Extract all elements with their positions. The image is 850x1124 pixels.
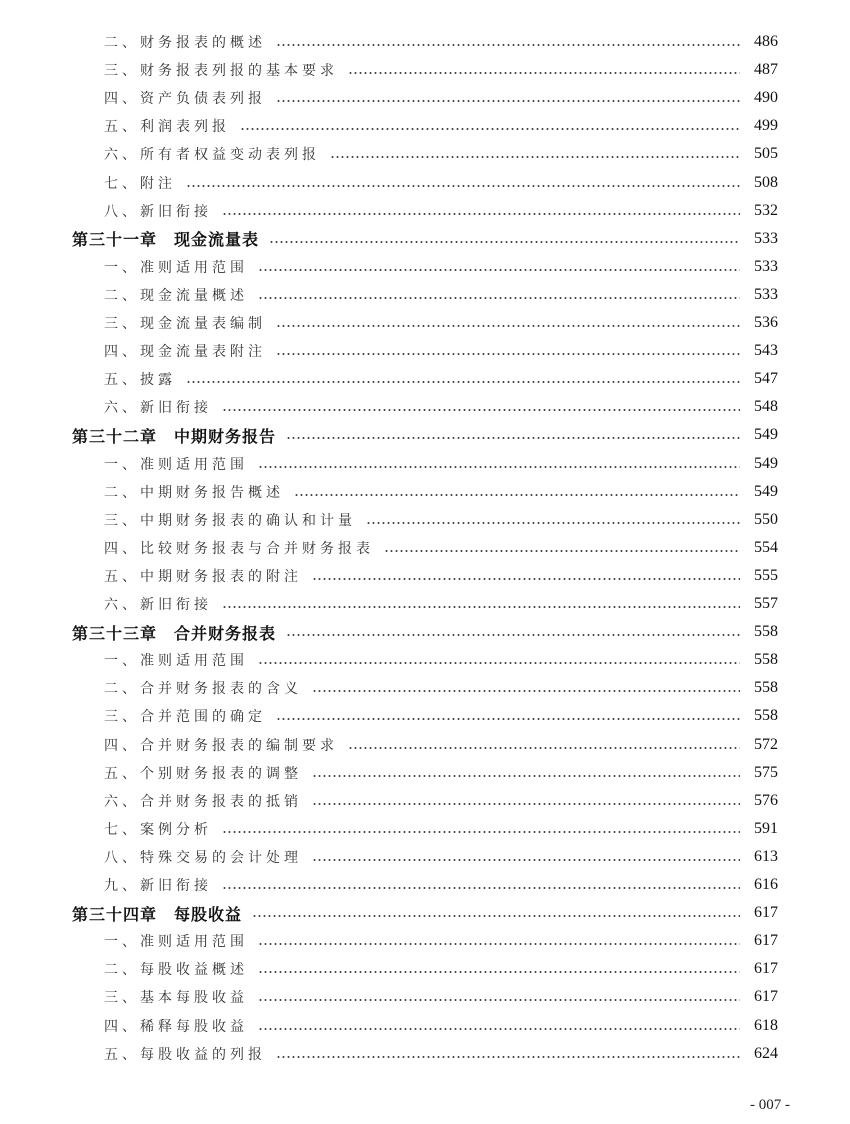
toc-section-entry[interactable]	[104, 506, 778, 534]
toc-entry-title: 六、所有者权益变动表列报	[104, 147, 320, 164]
toc-entry-page: 558	[754, 651, 778, 669]
toc-entry-page: 549	[754, 482, 778, 500]
toc-entry-title: 一、准则适用范围	[104, 934, 248, 951]
toc-entry-page: 617	[754, 960, 778, 978]
dot-leader	[222, 409, 740, 411]
toc-entry-title: 七、附注	[104, 175, 176, 192]
toc-entry-title: 三、现金流量表编制	[104, 316, 266, 332]
toc-section-entry[interactable]	[104, 1012, 778, 1040]
toc-entry-page: 499	[754, 117, 778, 135]
toc-entry-title: 四、合并财务报表的编制要求	[104, 737, 338, 754]
dot-leader	[276, 1056, 740, 1058]
toc-entry-page: 490	[754, 89, 778, 107]
toc-section-entry[interactable]	[104, 28, 778, 56]
toc-entry-page: 533	[754, 285, 778, 303]
toc-entry-page: 558	[754, 679, 778, 697]
toc-section-entry[interactable]	[104, 674, 778, 702]
toc-entry-title: 二、每股收益概述	[104, 962, 248, 979]
toc-entry-title: 四、现金流量表附注	[104, 344, 266, 361]
toc-entry-title: 第三十四章 每股收益	[72, 904, 243, 924]
toc-section-entry[interactable]	[104, 112, 778, 140]
toc-entry-title: 四、稀释每股收益	[104, 1018, 248, 1035]
toc-section-entry[interactable]	[104, 450, 778, 478]
toc-entry-title: 一、准则适用范围	[104, 456, 248, 473]
dot-leader	[186, 381, 740, 383]
toc-entry-page: 550	[754, 510, 778, 528]
toc-entry-page: 618	[754, 1016, 778, 1034]
toc-entry-title: 第三十二章 中期财务报告	[72, 426, 277, 446]
toc-chapter-entry[interactable]	[72, 225, 778, 253]
dot-leader	[258, 971, 740, 973]
toc-entry-page: 617	[754, 932, 778, 950]
toc-entry-title: 第三十一章 现金流量表	[72, 230, 260, 250]
toc-entry-title: 五、中期财务报表的附注	[104, 568, 302, 585]
dot-leader	[269, 241, 740, 243]
toc-entry-title: 五、每股收益的列报	[104, 1046, 266, 1063]
toc-entry-title: 三、合并范围的确定	[104, 709, 266, 726]
toc-entry-title: 五、利润表列报	[104, 119, 230, 136]
toc-entry-page: 549	[754, 426, 778, 444]
toc-section-entry[interactable]	[104, 731, 778, 759]
toc-entry-page: 624	[754, 1044, 778, 1062]
toc-entry-title: 八、新旧衔接	[104, 203, 212, 220]
toc-section-entry[interactable]	[104, 56, 778, 84]
page-number: - 007 -	[750, 1097, 790, 1113]
dot-leader	[258, 466, 740, 468]
toc-entry-page: 617	[754, 988, 778, 1006]
toc-entry-page: 558	[754, 707, 778, 725]
dot-leader	[366, 522, 740, 524]
toc-entry-title: 五、个别财务报表的调整	[104, 765, 302, 782]
toc-entry-page: 508	[754, 173, 778, 191]
toc-entry-page: 555	[754, 566, 778, 584]
toc-entry-title: 六、新旧衔接	[104, 400, 212, 417]
toc-entry-title: 一、准则适用范围	[104, 653, 248, 670]
toc-section-entry[interactable]	[104, 787, 778, 815]
dot-leader	[312, 775, 740, 777]
toc-section-entry[interactable]	[104, 197, 778, 225]
toc-entry-title: 六、新旧衔接	[104, 597, 212, 613]
dot-leader	[276, 44, 740, 46]
dot-leader	[222, 831, 740, 833]
toc-section-entry[interactable]	[104, 871, 778, 899]
dot-leader	[240, 128, 740, 130]
toc-entry-page: 486	[754, 33, 778, 50]
toc-section-entry[interactable]	[104, 309, 778, 337]
dot-leader	[258, 943, 740, 945]
toc-entry-title: 五、披露	[104, 372, 176, 389]
dot-leader	[258, 662, 740, 664]
dot-leader	[258, 297, 740, 299]
toc-entry-title: 二、中期财务报告概述	[104, 484, 284, 501]
toc-entry-page: 557	[754, 595, 778, 612]
dot-leader	[330, 156, 740, 158]
toc-section-entry[interactable]	[104, 84, 778, 112]
toc-section-entry[interactable]	[104, 365, 778, 393]
toc-section-entry[interactable]	[104, 534, 778, 562]
toc-entry-title: 二、财务报表的概述	[104, 35, 266, 51]
toc-entry-page: 549	[754, 454, 778, 472]
dot-leader	[384, 550, 740, 552]
dot-leader	[312, 859, 740, 861]
dot-leader	[348, 747, 740, 749]
dot-leader	[348, 72, 740, 74]
toc-entry-page: 575	[754, 763, 778, 781]
toc-entry-title: 四、比较财务报表与合并财务报表	[104, 540, 374, 557]
toc-section-entry[interactable]	[104, 590, 778, 618]
toc-section-entry[interactable]	[104, 702, 778, 730]
dot-leader	[276, 325, 740, 327]
toc-chapter-entry[interactable]	[72, 899, 778, 927]
toc-chapter-entry[interactable]	[72, 421, 778, 449]
toc-entry-page: 616	[754, 876, 778, 893]
toc-entry-title: 七、案例分析	[104, 821, 212, 838]
toc-entry-page: 591	[754, 819, 778, 837]
toc-entry-page: 558	[754, 623, 778, 641]
toc-entry-title: 三、财务报表列报的基本要求	[104, 63, 338, 80]
toc-chapter-entry[interactable]	[72, 618, 778, 646]
dot-leader	[286, 634, 740, 636]
toc-section-entry[interactable]	[104, 955, 778, 983]
toc-section-entry[interactable]	[104, 927, 778, 955]
toc-section-entry[interactable]	[104, 562, 778, 590]
toc-entry-page: 532	[754, 201, 778, 219]
toc-entry-page: 543	[754, 342, 778, 360]
toc-section-entry[interactable]	[104, 815, 778, 843]
toc-entry-page: 533	[754, 257, 778, 275]
dot-leader	[286, 437, 740, 439]
toc-entry-page: 487	[754, 61, 778, 79]
toc-section-entry[interactable]	[104, 478, 778, 506]
toc-section-entry[interactable]	[104, 281, 778, 309]
dot-leader	[276, 353, 740, 355]
toc-section-entry[interactable]	[104, 983, 778, 1011]
dot-leader	[258, 999, 740, 1001]
toc-section-entry[interactable]	[104, 253, 778, 281]
toc-entry-title: 一、准则适用范围	[104, 259, 248, 276]
toc-section-entry[interactable]	[104, 140, 778, 168]
dot-leader	[312, 578, 740, 580]
toc-section-entry[interactable]	[104, 1040, 778, 1068]
toc-section-entry[interactable]	[104, 646, 778, 674]
toc-entry-title: 三、基本每股收益	[104, 990, 248, 1007]
toc-entry-page: 533	[754, 229, 778, 247]
toc-entry-title: 九、新旧衔接	[104, 878, 212, 894]
toc-entry-title: 四、资产负债表列报	[104, 91, 266, 108]
dot-leader	[252, 915, 740, 917]
toc-entry-title: 二、现金流量概述	[104, 287, 248, 304]
dot-leader	[312, 803, 740, 805]
toc-entry-page: 547	[754, 370, 778, 388]
dot-leader	[222, 887, 740, 889]
toc-entry-title: 六、合并财务报表的抵销	[104, 793, 302, 810]
dot-leader	[276, 718, 740, 720]
toc-entry-page: 505	[754, 145, 778, 163]
toc-entry-title: 二、合并财务报表的含义	[104, 681, 302, 698]
toc-section-entry[interactable]	[104, 393, 778, 421]
dot-leader	[222, 213, 740, 215]
toc-section-entry[interactable]	[104, 169, 778, 197]
dot-leader	[186, 185, 740, 187]
dot-leader	[294, 494, 740, 496]
toc-entry-page: 572	[754, 735, 778, 753]
toc-entry-title: 第三十三章 合并财务报表	[72, 623, 277, 643]
toc-section-entry[interactable]	[104, 337, 778, 365]
toc-section-entry[interactable]	[104, 759, 778, 787]
toc-entry-page: 576	[754, 791, 778, 809]
dot-leader	[276, 100, 740, 102]
dot-leader	[312, 690, 740, 692]
dot-leader	[258, 269, 740, 271]
toc-entry-page: 536	[754, 314, 778, 331]
toc-entry-page: 617	[754, 904, 778, 922]
dot-leader	[258, 1028, 740, 1030]
toc-entry-title: 三、中期财务报表的确认和计量	[104, 512, 356, 529]
toc-section-entry[interactable]	[104, 843, 778, 871]
dot-leader	[222, 606, 740, 608]
toc-entry-page: 554	[754, 538, 778, 556]
toc-entry-page: 613	[754, 847, 778, 865]
toc-entry-page: 548	[754, 398, 778, 416]
toc-entry-title: 八、特殊交易的会计处理	[104, 849, 302, 866]
